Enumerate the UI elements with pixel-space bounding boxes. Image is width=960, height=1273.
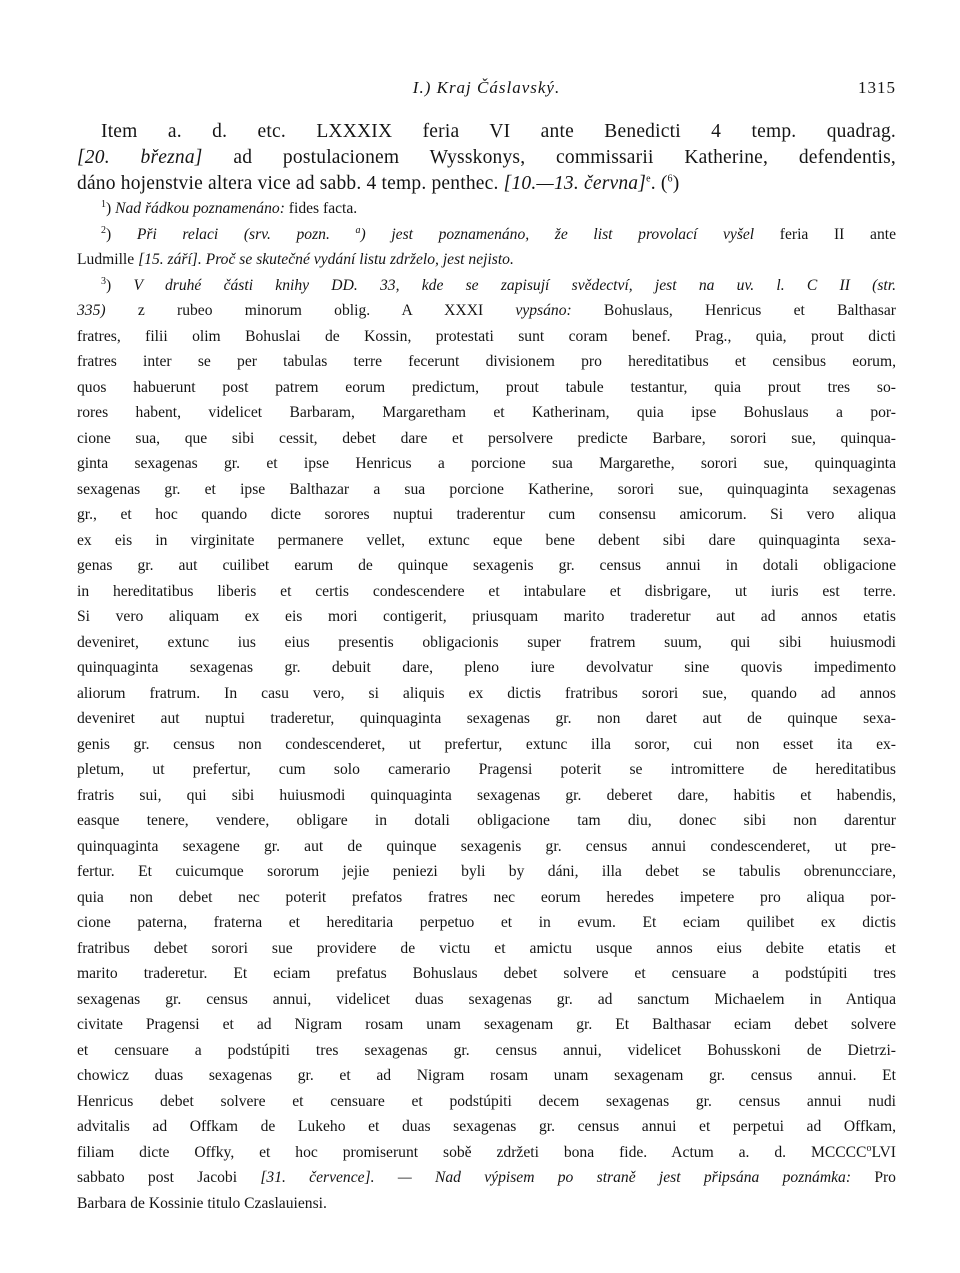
line-text: quos habuerunt post patrem eorum predictum, prout tabule testantur, quia prout tres so- <box>77 379 896 396</box>
text-line <box>77 885 896 911</box>
text-line <box>77 987 896 1013</box>
text-line <box>77 655 896 681</box>
line-text: quinquaginta sexagene gr. aut de quinque sexagenis gr. census annui condescenderet, ut pre- <box>77 838 896 855</box>
italic-text: [31. července]. — Nad výpisem po straně jest připsána poznámka: <box>260 1169 852 1186</box>
line-text: Pro <box>851 1169 896 1186</box>
italic-text: Nad řádkou poznamenáno: <box>115 200 285 217</box>
text-line <box>77 1063 896 1089</box>
line-text: fides facta. <box>284 200 358 217</box>
superscript-mark: 3 <box>101 275 106 287</box>
line-text: civitate Pragensi et ad Nigram rosam unam sexagenam gr. Et Balthasar eciam debet solvere <box>77 1016 896 1033</box>
italic-text: Při relaci (srv. pozn. <box>136 226 356 243</box>
line-text: ginta sexagenas gr. et ipse Henricus a porcione sua Margarethe, sorori sue, quinquaginta <box>77 455 896 472</box>
line-text: LVI <box>871 1144 896 1161</box>
text-line <box>77 1089 896 1115</box>
text-line <box>77 681 896 707</box>
line-text: fratres, filii olim Bohuslai de Kossin, protestati sunt coram benef. Prag., quia, prout dicti <box>77 328 896 345</box>
line-text: z rubeo minorum oblig. A XXXI <box>105 302 516 319</box>
text-line <box>77 171 896 197</box>
superscript-mark: o <box>866 1142 872 1154</box>
text-line <box>77 910 896 936</box>
text-line <box>77 400 896 426</box>
text-line <box>77 222 896 248</box>
line-text: fratris sui, qui sibi huiusmodi quinquaginta sexagenas gr. deberet dare, habitis et habendis, <box>77 787 896 804</box>
text-line <box>77 247 896 273</box>
line-text: marito traderetur. Et eciam prefatus Bohuslaus debet solvere et censuare a podstúpiti tres <box>77 965 896 982</box>
line-text: . ( <box>650 173 668 194</box>
text-line <box>77 298 896 324</box>
line-text: deveniret aut nuptui traderetur, quinquaginta sexagenas gr. non daret aut de quinque sexa- <box>77 710 896 727</box>
line-text: ad postulacionem Wysskonys, commissarii Katherine, defendentis, <box>202 147 897 168</box>
superscript-mark: 6 <box>667 173 673 185</box>
italic-text: 335) <box>77 302 106 319</box>
text-line <box>77 375 896 401</box>
text-line <box>77 1012 896 1038</box>
text-line <box>77 1038 896 1064</box>
line-text: Si vero aliquam ex eis mori contigerit, priusquam marito traderetur aut ad annos etatis <box>77 608 896 625</box>
italic-text: [10.—13. června] <box>503 173 647 194</box>
text-line <box>77 196 896 222</box>
line-text: cione sua, que sibi cessit, debet dare et persolvere predicte Barbare, sorori sue, quinqua- <box>77 430 896 447</box>
line-text: ) <box>672 173 680 194</box>
line-text: fratres inter se per tabulas terre fecerunt divisionem pro hereditatibus et censibus eorum, <box>77 353 896 370</box>
text-line <box>77 349 896 375</box>
text-line <box>77 936 896 962</box>
text-line <box>77 273 896 299</box>
text-line <box>77 604 896 630</box>
line-text: Barbara de Kossinie titulo Czaslauiensi. <box>77 1195 327 1212</box>
superscript-mark: 2 <box>101 224 106 236</box>
text-line <box>77 1165 896 1191</box>
text-line <box>77 1114 896 1140</box>
line-text: advitalis ad Offkam de Lukeho et duas sexagenas gr. census annui et perpetui ad Offkam, <box>77 1118 896 1135</box>
text-line <box>77 630 896 656</box>
italic-text: V druhé části knihy DD. 33, kde se zapisují svědectví, jest na uv. l. C II (str. <box>133 277 896 294</box>
text-line <box>77 732 896 758</box>
line-text: ) <box>106 200 116 217</box>
text-line <box>77 757 896 783</box>
line-text: sexagenas gr. census annui, videlicet duas sexagenas gr. ad sanctum Michaelem in Antiqua <box>77 991 896 1008</box>
line-text: genas gr. aut cuilibet earum de quinque sexagenis gr. census annui in dotali obligacione <box>77 557 896 574</box>
line-text: ) <box>106 226 137 243</box>
page-header <box>77 78 896 102</box>
line-text: pletum, ut prefertur, cum solo camerario Pragensi poterit se intromittere de hereditatibus <box>77 761 896 778</box>
line-text: Ludmille <box>77 251 139 268</box>
line-text: easque tenere, vendere, obligare in dotali obligacione tam diu, donec sibi non darentur <box>77 812 896 829</box>
text-line <box>77 324 896 350</box>
text-line <box>77 1191 896 1217</box>
line-text: filiam dicte Offky, et hoc promiserunt sobě zdržeti bona fide. Actum a. d. MCCCC <box>77 1144 867 1161</box>
line-text: fratribus debet sorori sue providere de victu et amictu usque annos eius debite etatis et <box>77 940 896 957</box>
text-line <box>77 783 896 809</box>
line-text: Bohuslaus, Henricus et Balthasar <box>571 302 896 319</box>
line-text: gr., et hoc quando dicte sorores nuptui traderentur cum consensu amicorum. Si vero aliqua <box>77 506 896 523</box>
text-line <box>77 119 896 145</box>
line-text: genis gr. census non condescenderet, ut prefertur, extunc illa soror, cui non esset ita ex- <box>77 736 896 753</box>
text-line <box>77 961 896 987</box>
text-line <box>77 834 896 860</box>
line-text: et censuare a podstúpiti tres sexagenas gr. census annui, videlicet Bohusskoni de Dietrzi- <box>77 1042 896 1059</box>
text-line <box>77 528 896 554</box>
text-line <box>77 145 896 171</box>
line-text: quia non debet nec poterit prefatos fratres nec eorum heredes impetere pro aliqua por- <box>77 889 896 906</box>
text-line <box>77 553 896 579</box>
superscript-mark: 1 <box>101 198 106 210</box>
line-text: sabbato post Jacobi <box>77 1169 261 1186</box>
text-line <box>77 808 896 834</box>
line-text: cione paterna, fraterna et hereditaria perpetuo et in evum. Et eciam quilibet ex dictis <box>77 914 896 931</box>
line-text: sexagenas gr. et ipse Balthazar a sua porcione Katherine, sorori sue, quinquaginta sexagenas <box>77 481 896 498</box>
text-line <box>77 477 896 503</box>
line-text: Henricus debet solvere et censuare et podstúpiti decem sexagenas gr. census annui nudi <box>77 1093 896 1110</box>
italic-text: ) jest poznamenáno, že list provolací vyšel <box>360 226 755 243</box>
text-line <box>77 1140 896 1166</box>
text-line <box>77 426 896 452</box>
line-text: fertur. Et cuicumque sororum jejie peniezi byli by dáni, illa debet se tabulis obrenuncciare, <box>77 863 896 880</box>
italic-text: vypsáno: <box>515 302 572 319</box>
line-text: in hereditatibus liberis et certis condescendere et intabulare et disbrigare, ut iuris est terre. <box>77 583 896 600</box>
line-text: chowicz duas sexagenas gr. et ad Nigram rosam unam sexagenam gr. census annui. Et <box>77 1067 896 1084</box>
running-title: I.) Kraj Čáslavský. <box>412 78 561 97</box>
italic-text: [15. září]. Proč se skutečné vydání listu zdrželo, jest nejisto. <box>138 251 514 268</box>
text-line <box>77 502 896 528</box>
line-text: aliorum fratrum. In casu vero, si aliquis ex dictis fratribus sorori sue, quando ad annos <box>77 685 896 702</box>
page-number: 1315 <box>858 78 896 97</box>
line-text: feria II ante <box>754 226 896 243</box>
line-text: quinquaginta sexagenas gr. debuit dare, pleno iure devolvatur sine quovis impedimento <box>77 659 896 676</box>
line-text: rores habent, videlicet Barbaram, Margaretham et Katherinam, quia ipse Bohuslaus a por- <box>77 404 896 421</box>
line-text: Item a. d. etc. LXXXIX feria VI ante Benedicti 4 temp. quadrag. <box>101 121 896 142</box>
text-line <box>77 579 896 605</box>
line-text: dáno hojenstvie altera vice ad sabb. 4 temp. penthec. <box>77 173 504 194</box>
text-line <box>77 706 896 732</box>
line-text: ex eis in virginitate permanere vellet, extunc eque bene debent sibi dare quinquaginta sexa- <box>77 532 896 549</box>
line-text: deveniret, extunc ius eius presentis obligacionis super fratrem suum, qui sibi huiusmodi <box>77 634 896 651</box>
superscript-mark: e <box>646 173 651 185</box>
text-line <box>77 451 896 477</box>
text-line <box>77 859 896 885</box>
italic-text: [20. března] <box>77 147 203 168</box>
line-text: ) <box>106 277 134 294</box>
superscript-mark: a <box>355 224 361 236</box>
